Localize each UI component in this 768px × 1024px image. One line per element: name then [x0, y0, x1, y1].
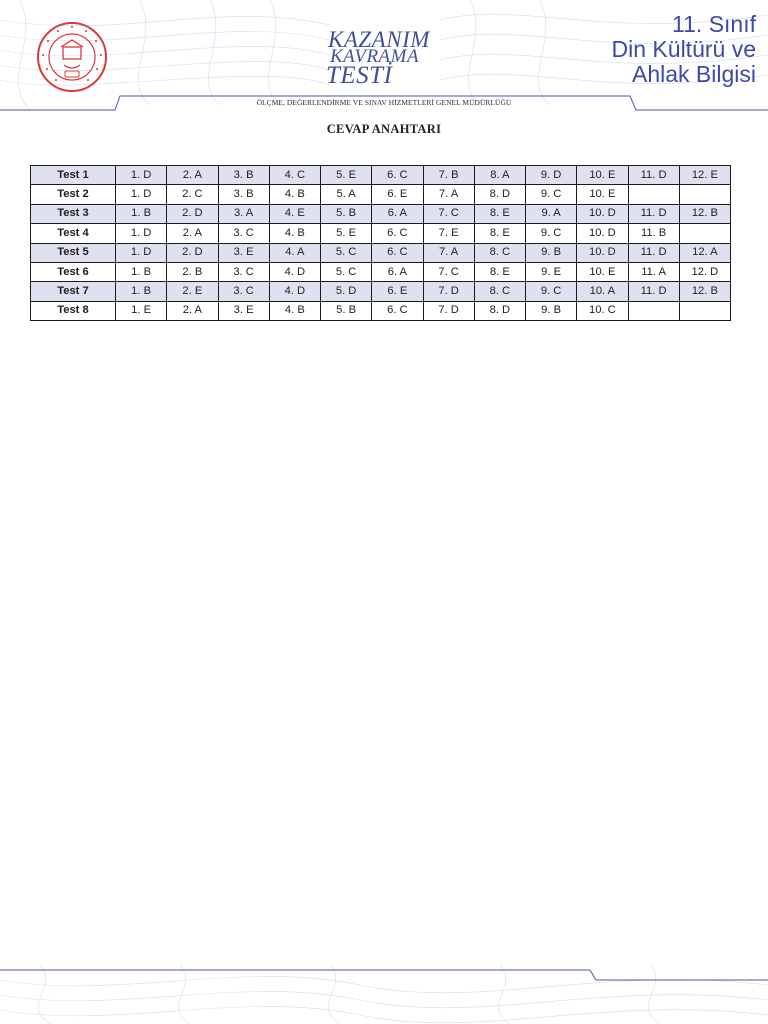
test-label: Test 2 — [31, 185, 116, 204]
test-label: Test 7 — [31, 282, 116, 301]
test-label: Test 6 — [31, 262, 116, 281]
answer-row — [31, 185, 731, 204]
answer-cell: 6. C — [372, 224, 423, 243]
answer-cell — [679, 224, 730, 243]
answer-cell: 11. D — [628, 243, 679, 262]
answer-cell: 3. C — [218, 262, 269, 281]
answer-key-body — [31, 166, 731, 321]
answer-cell: 6. E — [372, 185, 423, 204]
ministry-seal-icon — [36, 21, 108, 93]
answer-cell: 5. D — [321, 282, 372, 301]
answer-cell: 5. A — [321, 185, 372, 204]
answer-cell: 7. D — [423, 301, 474, 320]
answer-cell — [628, 185, 679, 204]
answer-cell: 8. E — [474, 224, 525, 243]
answer-cell: 10. E — [577, 166, 628, 185]
answer-cell: 9. D — [526, 166, 577, 185]
test-label: Test 1 — [31, 166, 116, 185]
answer-cell: 1. B — [116, 282, 167, 301]
answer-cell: 3. A — [218, 204, 269, 223]
answer-cell: 7. A — [423, 243, 474, 262]
section-title: CEVAP ANAHTARI — [326, 122, 442, 136]
answer-row — [31, 243, 731, 262]
answer-cell: 9. C — [526, 185, 577, 204]
answer-cell: 10. C — [577, 301, 628, 320]
answer-cell: 7. A — [423, 185, 474, 204]
answer-cell: 6. C — [372, 301, 423, 320]
test-label: Test 4 — [31, 224, 116, 243]
answer-cell: 3. C — [218, 282, 269, 301]
answer-cell: 4. C — [269, 166, 320, 185]
answer-cell: 8. D — [474, 185, 525, 204]
answer-row — [31, 204, 731, 223]
answer-cell: 9. B — [526, 243, 577, 262]
test-label: Test 8 — [31, 301, 116, 320]
answer-cell: 2. C — [167, 185, 218, 204]
answer-cell: 4. E — [269, 204, 320, 223]
answer-cell: 10. E — [577, 185, 628, 204]
answer-cell: 11. B — [628, 224, 679, 243]
answer-cell: 1. B — [116, 204, 167, 223]
answer-cell: 4. A — [269, 243, 320, 262]
answer-cell: 4. B — [269, 224, 320, 243]
answer-cell: 2. A — [167, 224, 218, 243]
answer-cell: 5. B — [321, 204, 372, 223]
answer-row — [31, 282, 731, 301]
answer-cell: 4. B — [269, 185, 320, 204]
answer-cell: 2. D — [167, 243, 218, 262]
answer-row — [31, 166, 731, 185]
answer-cell: 3. B — [218, 185, 269, 204]
answer-cell: 12. E — [679, 166, 730, 185]
answer-cell: 2. A — [167, 301, 218, 320]
answer-cell: 8. E — [474, 204, 525, 223]
department-name: ÖLÇME, DEĞERLENDİRME VE SINAV HİZMETLERİ GENEL MÜDÜRLÜĞÜ — [256, 98, 512, 107]
answer-cell: 10. E — [577, 262, 628, 281]
answer-cell: 12. B — [679, 204, 730, 223]
answer-cell: 7. C — [423, 262, 474, 281]
answer-cell: 6. A — [372, 262, 423, 281]
answer-cell: 3. B — [218, 166, 269, 185]
answer-cell: 6. E — [372, 282, 423, 301]
answer-cell: 10. D — [577, 243, 628, 262]
answer-cell: 8. C — [474, 243, 525, 262]
answer-cell: 11. D — [628, 166, 679, 185]
answer-cell: 2. B — [167, 262, 218, 281]
course-title — [612, 12, 756, 87]
answer-cell: 11. D — [628, 204, 679, 223]
answer-cell: 6. A — [372, 204, 423, 223]
answer-cell: 7. E — [423, 224, 474, 243]
grade-label: 11. Sınıf — [672, 11, 756, 37]
page-header — [0, 0, 768, 120]
answer-cell: 8. E — [474, 262, 525, 281]
answer-cell: 3. E — [218, 301, 269, 320]
answer-cell: 2. A — [167, 166, 218, 185]
answer-cell: 9. A — [526, 204, 577, 223]
answer-key-table — [30, 165, 731, 321]
answer-cell — [628, 301, 679, 320]
answer-cell: 6. C — [372, 166, 423, 185]
answer-cell: 5. C — [321, 262, 372, 281]
test-label: Test 5 — [31, 243, 116, 262]
answer-cell: 5. E — [321, 166, 372, 185]
answer-cell: 1. D — [116, 224, 167, 243]
answer-cell: 5. E — [321, 224, 372, 243]
answer-cell: 1. B — [116, 262, 167, 281]
answer-cell: 5. B — [321, 301, 372, 320]
answer-cell: 9. E — [526, 262, 577, 281]
answer-cell: 8. C — [474, 282, 525, 301]
answer-cell: 12. B — [679, 282, 730, 301]
answer-cell: 4. B — [269, 301, 320, 320]
answer-cell — [679, 185, 730, 204]
test-label: Test 3 — [31, 204, 116, 223]
answer-cell: 1. D — [116, 243, 167, 262]
answer-cell: 9. C — [526, 282, 577, 301]
answer-cell: 4. D — [269, 262, 320, 281]
answer-row — [31, 262, 731, 281]
answer-cell: 2. D — [167, 204, 218, 223]
answer-cell: 1. E — [116, 301, 167, 320]
logo-line-2: KAVRAMA — [330, 46, 420, 67]
answer-cell: 1. D — [116, 185, 167, 204]
answer-cell: 11. A — [628, 262, 679, 281]
answer-cell: 7. C — [423, 204, 474, 223]
answer-cell: 7. B — [423, 166, 474, 185]
answer-row — [31, 301, 731, 320]
subject-label-line1: Din Kültürü ve — [611, 36, 756, 62]
answer-cell: 10. D — [577, 224, 628, 243]
answer-cell: 7. D — [423, 282, 474, 301]
logo-line-1: KAZANIM — [328, 27, 430, 52]
footer-wave-pattern — [0, 955, 768, 1024]
answer-cell: 6. C — [372, 243, 423, 262]
subject-label-line2: Ahlak Bilgisi — [632, 61, 756, 87]
answer-cell: 4. D — [269, 282, 320, 301]
logo-line-3: TESTİ — [326, 62, 393, 89]
answer-cell: 8. A — [474, 166, 525, 185]
answer-cell: 12. D — [679, 262, 730, 281]
answer-cell: 12. A — [679, 243, 730, 262]
answer-cell: 9. C — [526, 224, 577, 243]
answer-cell: 8. D — [474, 301, 525, 320]
answer-cell: 3. E — [218, 243, 269, 262]
answer-cell: 1. D — [116, 166, 167, 185]
answer-cell: 11. D — [628, 282, 679, 301]
answer-cell — [679, 301, 730, 320]
answer-row — [31, 224, 731, 243]
kazanim-kavrama-testi-logo — [326, 26, 430, 96]
answer-cell: 5. C — [321, 243, 372, 262]
answer-cell: 2. E — [167, 282, 218, 301]
answer-cell: 3. C — [218, 224, 269, 243]
answer-cell: 9. B — [526, 301, 577, 320]
answer-cell: 10. D — [577, 204, 628, 223]
answer-cell: 10. A — [577, 282, 628, 301]
